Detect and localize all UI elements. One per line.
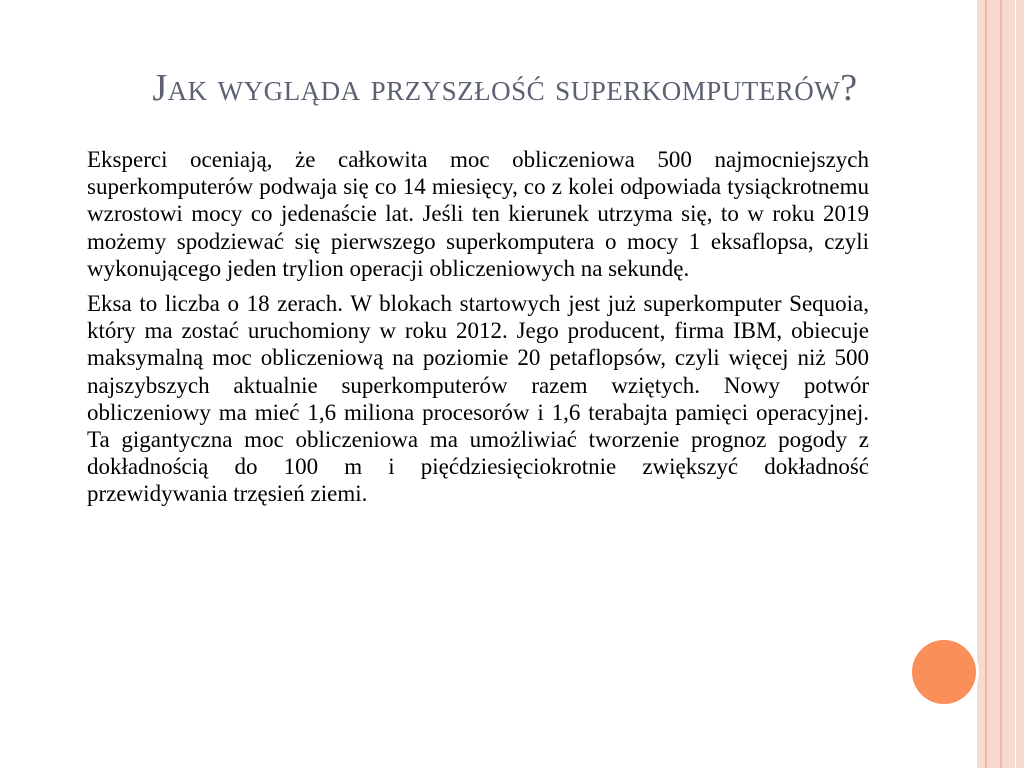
decorative-stripe-line [985,0,987,768]
slide-left-edge [0,0,6,768]
slide-title: Jak wygląda przyszłość superkomputerów? [152,67,858,109]
slide-body [87,146,869,516]
decorative-circle [912,640,976,704]
decorative-stripe-line [1015,0,1016,768]
body-paragraph-1: Eksperci oceniają, że całkowita moc obliczeniowa 500 najmocniejszych superkomputerów podwaja się co 14 miesięcy, co z kolei odpowiada tysiąckrotnemu wzrostowi mocy co jedenaście lat. Jeśli ten kierunek utrzyma się, to w roku 2019 możemy spodziewać się pierwszego superkomputera o mocy 1 eksaflopsa, czyli wykonującego jeden trylion operacji obliczeniowych na sekundę. [87,147,869,281]
decorative-stripe-line [1000,0,1002,768]
body-paragraph-2: Eksa to liczba o 18 zerach. W blokach startowych jest już superkomputer Sequoia, który ma zostać uruchomiony w roku 2012. Jego producent, firma IBM, obiecuje maksymalną moc obliczeniową na poziomie 20 petaflopsów, czyli więcej niż 500 najszybszych aktualnie superkomputerów razem wziętych. Nowy potwór obliczeniowy ma mieć 1,6 miliona procesorów i 1,6 terabajta pamięci operacyjnej. Ta gigantyczna moc obliczeniowa ma umożliwiać tworzenie prognoz pogody z dokładnością do 100 m i pięćdziesięciokrotnie zwiększyć dokładność przewidywania trzęsień ziemi. [87,291,869,507]
